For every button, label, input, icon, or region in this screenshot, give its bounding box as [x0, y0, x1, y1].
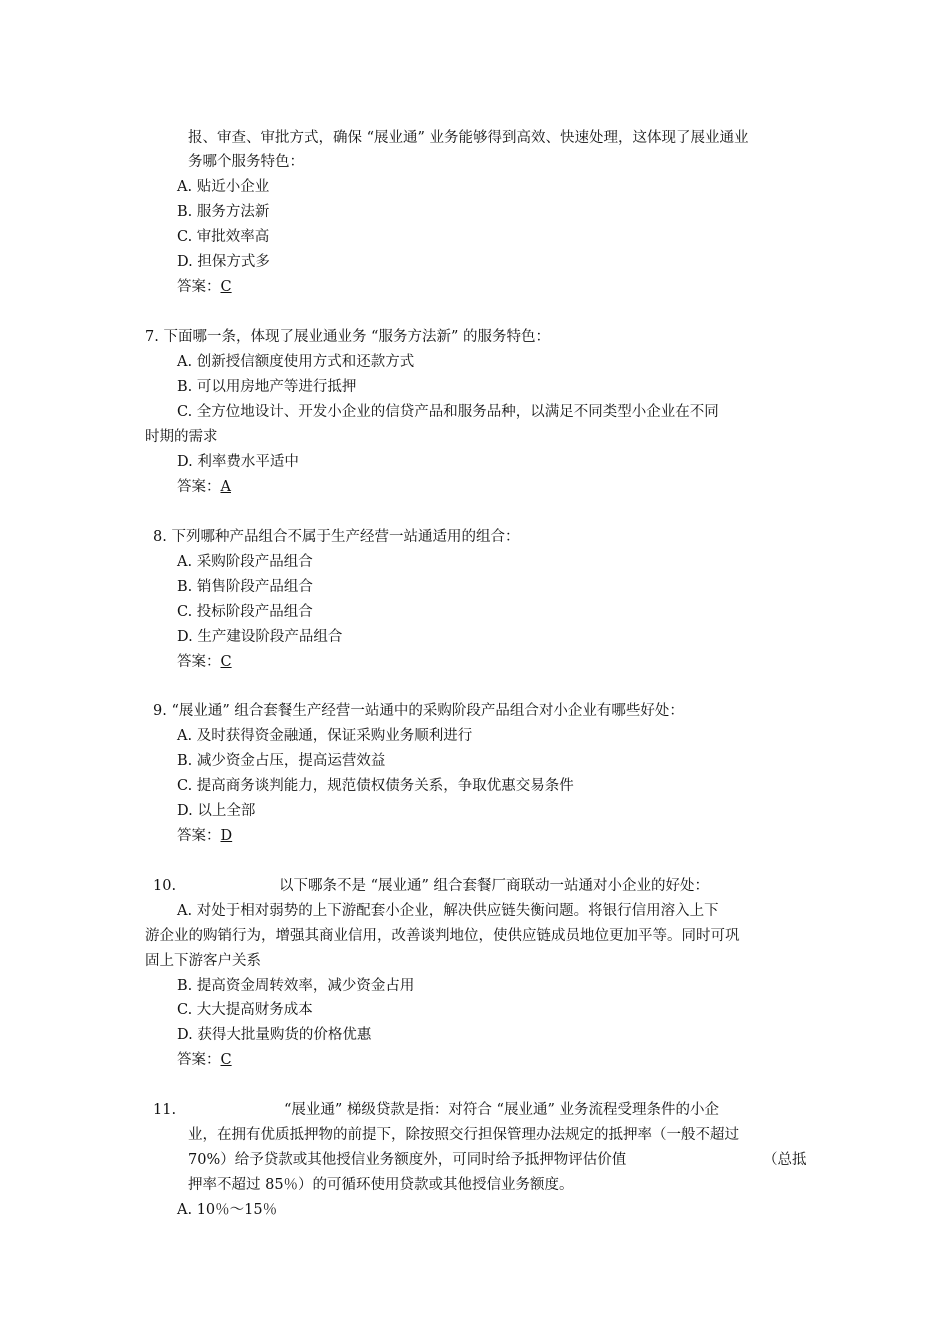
answer-label: 答案： — [177, 828, 221, 844]
q10-option-c: C. 大大提高财务成本 — [177, 1002, 313, 1018]
q11-stem-line-1: “展业通” 梯级贷款是指：对符合 “展业通” 业务流程受理条件的小企 — [284, 1102, 719, 1118]
q6-option-b: B. 服务方法新 — [177, 204, 270, 220]
q9-option-d: D. 以上全部 — [177, 803, 256, 819]
answer-value: C — [220, 1052, 232, 1068]
q6-option-a: A. 贴近小企业 — [177, 179, 270, 195]
q9-stem: 9. “展业通” 组合套餐生产经营一站通中的采购阶段产品组合对小企业有哪些好处： — [153, 703, 684, 719]
answer-value: D — [220, 828, 233, 844]
answer-label: 答案： — [177, 654, 221, 670]
q11-number: 11. — [153, 1102, 177, 1118]
q7-option-b: B. 可以用房地产等进行抵押 — [177, 379, 357, 395]
q11-stem-line-4: 押率不超过 85％）的可循环使用贷款或其他授信业务额度。 — [188, 1177, 574, 1193]
q11-option-a: A. 10％～15％ — [177, 1202, 278, 1218]
q7-option-c-line-1: C. 全方位地设计、开发小企业的信贷产品和服务品种，以满足不同类型小企业在不同 — [177, 404, 719, 420]
answer-label: 答案： — [177, 279, 221, 295]
q6-stem-line-1: 报、审查、审批方式，确保 “展业通” 业务能够得到高效、快速处理，这体现了展业通业 — [188, 130, 749, 146]
q8-option-b: B. 销售阶段产品组合 — [177, 579, 313, 595]
q10-option-a-line-1: A. 对处于相对弱势的上下游配套小企业，解决供应链失衡问题。将银行信用溶入上下 — [177, 903, 719, 919]
q10-option-a-line-3: 固上下游客户关系 — [145, 953, 261, 969]
q6-option-d: D. 担保方式多 — [177, 254, 270, 270]
q8-option-d: D. 生产建设阶段产品组合 — [177, 629, 343, 645]
q8-option-c: C. 投标阶段产品组合 — [177, 604, 313, 620]
q11-stem-line-2: 业，在拥有优质抵押物的前提下，除按照交行担保管理办法规定的抵押率（一般不超过 — [188, 1127, 739, 1143]
q9-answer — [177, 826, 232, 846]
q9-option-a: A. 及时获得资金融通，保证采购业务顺利进行 — [177, 728, 473, 744]
q10-option-d: D. 获得大批量购货的价格优惠 — [177, 1027, 372, 1043]
q6-option-c: C. 审批效率高 — [177, 229, 270, 245]
q8-answer — [177, 652, 232, 672]
q10-option-b: B. 提高资金周转效率，减少资金占用 — [177, 978, 415, 994]
answer-value: C — [220, 279, 232, 295]
q10-option-a-line-2: 游企业的购销行为，增强其商业信用，改善谈判地位，使供应链成员地位更加平等。同时可巩 — [145, 928, 740, 944]
q7-stem: 7. 下面哪一条，体现了展业通业务 “服务方法新” 的服务特色： — [145, 329, 550, 345]
q6-stem-line-2: 务哪个服务特色： — [188, 154, 304, 170]
q9-option-b: B. 减少资金占压，提高运营效益 — [177, 753, 386, 769]
answer-label: 答案： — [177, 1052, 221, 1068]
q6-answer — [177, 277, 232, 297]
q9-option-c: C. 提高商务谈判能力，规范债权债务关系，争取优惠交易条件 — [177, 778, 574, 794]
q8-stem: 8. 下列哪种产品组合不属于生产经营一站通适用的组合： — [153, 529, 520, 545]
answer-value: A — [220, 479, 231, 495]
q10-answer — [177, 1050, 232, 1070]
q8-option-a: A. 采购阶段产品组合 — [177, 554, 313, 570]
q7-option-d: D. 利率费水平适中 — [177, 454, 299, 470]
q10-number: 10. — [153, 878, 177, 894]
q7-answer — [177, 477, 231, 497]
answer-label: 答案： — [177, 479, 221, 495]
q11-stem-line-3: 70%）给予贷款或其他授信业务额度外，可同时给予抵押物评估价值 — [188, 1152, 627, 1168]
q10-stem: 以下哪条不是 “展业通” 组合套餐厂商联动一站通对小企业的好处： — [279, 878, 710, 894]
answer-value: C — [220, 654, 232, 670]
q7-option-a: A. 创新授信额度使用方式和还款方式 — [177, 354, 415, 370]
q11-stem-line-3-end: （总抵 — [763, 1152, 807, 1168]
q7-option-c-line-2: 时期的需求 — [145, 429, 218, 445]
